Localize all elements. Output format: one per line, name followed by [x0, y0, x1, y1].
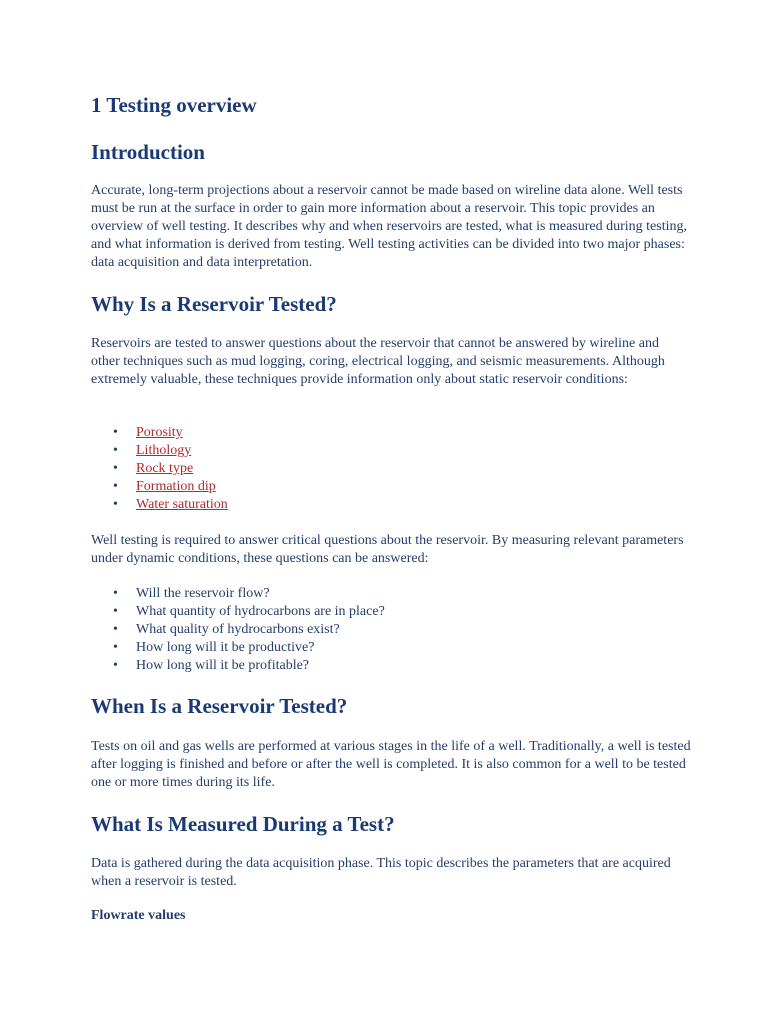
why-tested-paragraph: Reservoirs are tested to answer questions about the reservoir that cannot be answered by wireline and other techniques such as mud logging, coring, electrical logging, and seismic measurements. Although extremely valuable, these techniques provide information only about static reservoir conditions:	[91, 336, 665, 387]
when-tested-paragraph: Tests on oil and gas wells are performed at various stages in the life of a well. Traditionally, a well is tested after logging is finished and before or after the well is completed. It is also common for a well to be tested one or more times during its life.	[91, 739, 691, 790]
list-item	[91, 460, 228, 478]
list-item	[91, 639, 385, 657]
list-item	[91, 657, 385, 675]
link-water-saturation[interactable]: Water saturation	[136, 497, 228, 512]
list-item	[91, 621, 385, 639]
list-item	[91, 585, 385, 603]
question-text: What quantity of hydrocarbons are in place?	[136, 604, 385, 619]
page-title: 1 Testing overview	[91, 93, 257, 117]
what-measured-paragraph: Data is gathered during the data acquisition phase. This topic describes the parameters that are acquired when a reservoir is tested.	[91, 856, 671, 889]
link-lithology[interactable]: Lithology	[136, 443, 192, 458]
bullet-icon: •	[113, 586, 118, 601]
link-rock-type[interactable]: Rock type	[136, 461, 194, 476]
well-testing-paragraph: Well testing is required to answer critical questions about the reservoir. By measuring relevant parameters under dynamic conditions, these questions can be answered:	[91, 533, 684, 566]
question-text: How long will it be profitable?	[136, 658, 310, 673]
introduction-paragraph: Accurate, long-term projections about a reservoir cannot be made based on wireline data alone. Well tests must be run at the surface in order to gain more information about a reservoir. This topic provides an overview of well testing. It describes why and when reservoirs are tested, what is measured during testing, and what information is derived from testing. Well testing activities can be divided into two major phases: data acquisition and data interpretation.	[91, 183, 687, 270]
bullet-icon: •	[113, 479, 118, 494]
bullet-icon: •	[113, 604, 118, 619]
question-text: What quality of hydrocarbons exist?	[136, 622, 340, 637]
section-heading-what-measured: What Is Measured During a Test?	[91, 812, 395, 836]
list-item	[91, 424, 228, 442]
section-heading-why-tested: Why Is a Reservoir Tested?	[91, 292, 337, 316]
link-formation-dip[interactable]: Formation dip	[136, 479, 216, 494]
bullet-icon: •	[113, 425, 118, 440]
question-text: How long will it be productive?	[136, 640, 315, 655]
section-heading-introduction: Introduction	[91, 140, 205, 164]
bullet-icon: •	[113, 497, 118, 512]
bullet-icon: •	[113, 658, 118, 673]
bullet-icon: •	[113, 622, 118, 637]
section-heading-when-tested: When Is a Reservoir Tested?	[91, 694, 348, 718]
bullet-icon: •	[113, 443, 118, 458]
question-text: Will the reservoir flow?	[136, 586, 270, 601]
list-item	[91, 603, 385, 621]
list-item	[91, 478, 228, 496]
critical-questions-list	[91, 585, 385, 675]
static-conditions-list	[91, 424, 228, 514]
link-porosity[interactable]: Porosity	[136, 425, 183, 440]
bullet-icon: •	[113, 640, 118, 655]
bullet-icon: •	[113, 461, 118, 476]
list-item	[91, 496, 228, 514]
subheading-flowrate-values: Flowrate values	[91, 908, 186, 923]
list-item	[91, 442, 228, 460]
